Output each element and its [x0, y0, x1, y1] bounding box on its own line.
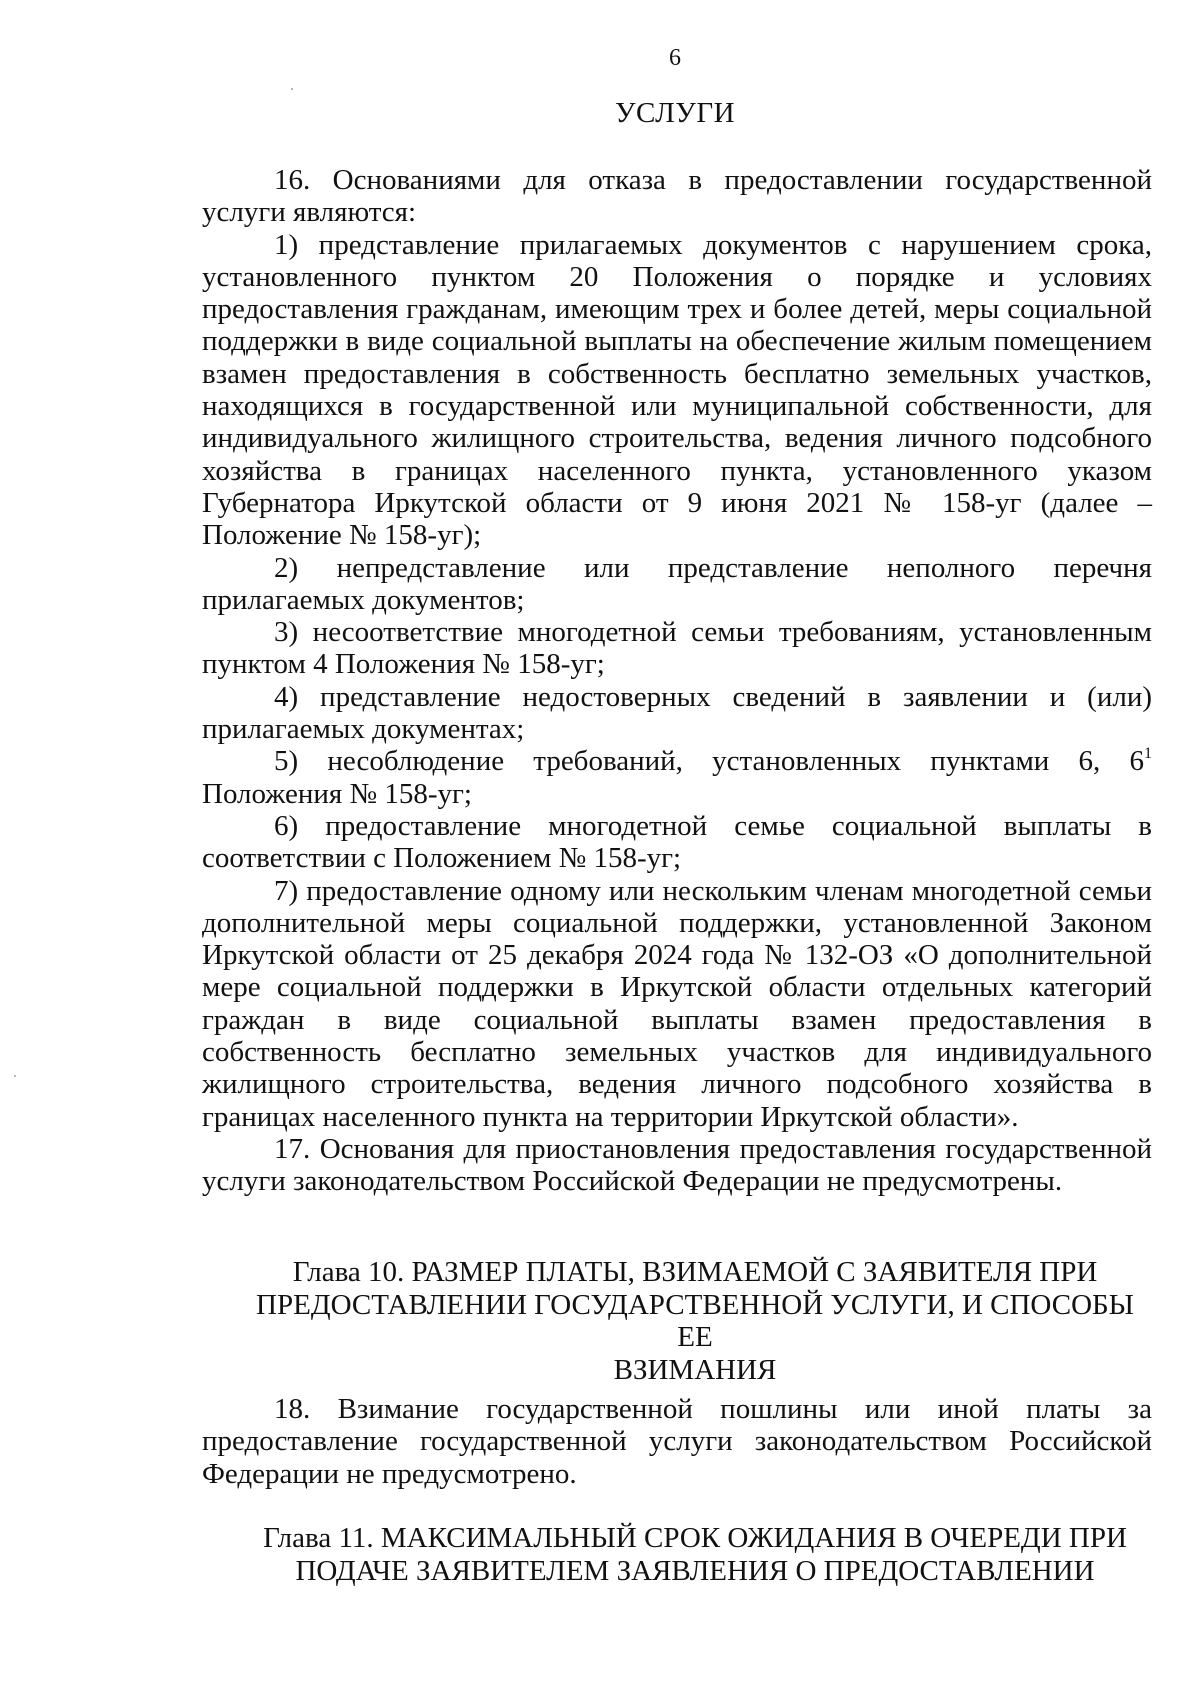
chapter-11-line-2: ПОДАЧЕ ЗАЯВИТЕЛЕМ ЗАЯВЛЕНИЯ О ПРЕДОСТАВЛЕНИИ	[295, 1554, 1095, 1587]
chapter-11-line-1: Глава 11. МАКСИМАЛЬНЫЙ СРОК ОЖИДАНИЯ В ОЧЕРЕДИ ПРИ	[263, 1522, 1127, 1554]
list-item-5	[202, 745, 1152, 810]
scan-speck	[14, 1075, 16, 1077]
body-text-block	[202, 164, 1152, 1198]
list-item-6: 6) предоставление многодетной семье социальной выплаты в соответствии с Положением № 158-уг;	[202, 809, 1152, 875]
chapter-10-line-1: Глава 10. РАЗМЕР ПЛАТЫ, ВЗИМАЕМОЙ С ЗАЯВИТЕЛЯ ПРИ	[292, 1256, 1098, 1288]
superscript: 1	[1144, 745, 1152, 763]
section-heading-tail: УСЛУГИ	[614, 97, 736, 129]
chapter-11-heading	[202, 1522, 1152, 1587]
list-item-1: 1) представление прилагаемых документов с нарушением срока, установленного пунктом 20 Положения о порядке и условиях предоставления гражданам, имеющим трех и более детей, меры социальной поддержки в виде социальной выплаты на обеспечение жилым помещением взамен предоставления в собственность бесплатно земельных участков, находящихся в государственной или муниципальной собственности, для индивидуального жилищного строительства, ведения личного подсобного хозяйства в границах населенного пункта, установленного указом Губернатора Иркутской области от 9 июня 2021 № 158-уг (далее – Положение № 158-уг);	[202, 228, 1152, 552]
list-item-4: 4) представление недостоверных сведений в заявлении и (или) прилагаемых документах;	[202, 680, 1152, 746]
scan-speck	[291, 88, 293, 90]
list-item-2: 2) непредставление или представление неполного перечня прилагаемых документов;	[202, 551, 1152, 616]
chapter-10-line-2: ПРЕДОСТАВЛЕНИИ ГОСУДАРСТВЕННОЙ УСЛУГИ, И СПОСОБЫ ЕЕ	[256, 1288, 1134, 1353]
paragraph-18: 18. Взимание государственной пошлины или иной платы за предоставление государственной услуги законодательством Российской Федерации не предусмотрено.	[202, 1393, 1152, 1490]
body-text-block-2	[202, 1393, 1152, 1490]
list-item-5-text: 5) несоблюдение требований, установленных пунктами 6, 6	[274, 745, 1144, 778]
paragraph-16-intro: 16. Основаниями для отказа в предоставлении государственной услуги являются:	[202, 164, 1152, 229]
paragraph-17: 17. Основания для приостановления предоставления государственной услуги законодательством Российской Федерации не предусмотрены.	[202, 1132, 1152, 1198]
list-item-7: 7) предоставление одному или нескольким членам многодетной семьи дополнительной меры социальной поддержки, установленной Законом Иркутской области от 25 декабря 2024 года № 132-ОЗ «О дополнительной мере социальной поддержки в Иркутской области отдельных категорий граждан в виде социальной выплаты взамен предоставления в собственность бесплатно земельных участков для индивидуального жилищного строительства, ведения личного подсобного хозяйства в границах населенного пункта на территории Иркутской области».	[202, 874, 1152, 1133]
list-item-5-tail: Положения № 158-уг;	[202, 777, 472, 810]
page-number: 6	[669, 45, 681, 71]
list-item-3: 3) несоответствие многодетной семьи требованиям, установленным пунктом 4 Положения № 158-уг;	[202, 616, 1152, 681]
chapter-10-line-3: ВЗИМАНИЯ	[613, 1353, 777, 1386]
chapter-10-heading	[202, 1256, 1152, 1386]
